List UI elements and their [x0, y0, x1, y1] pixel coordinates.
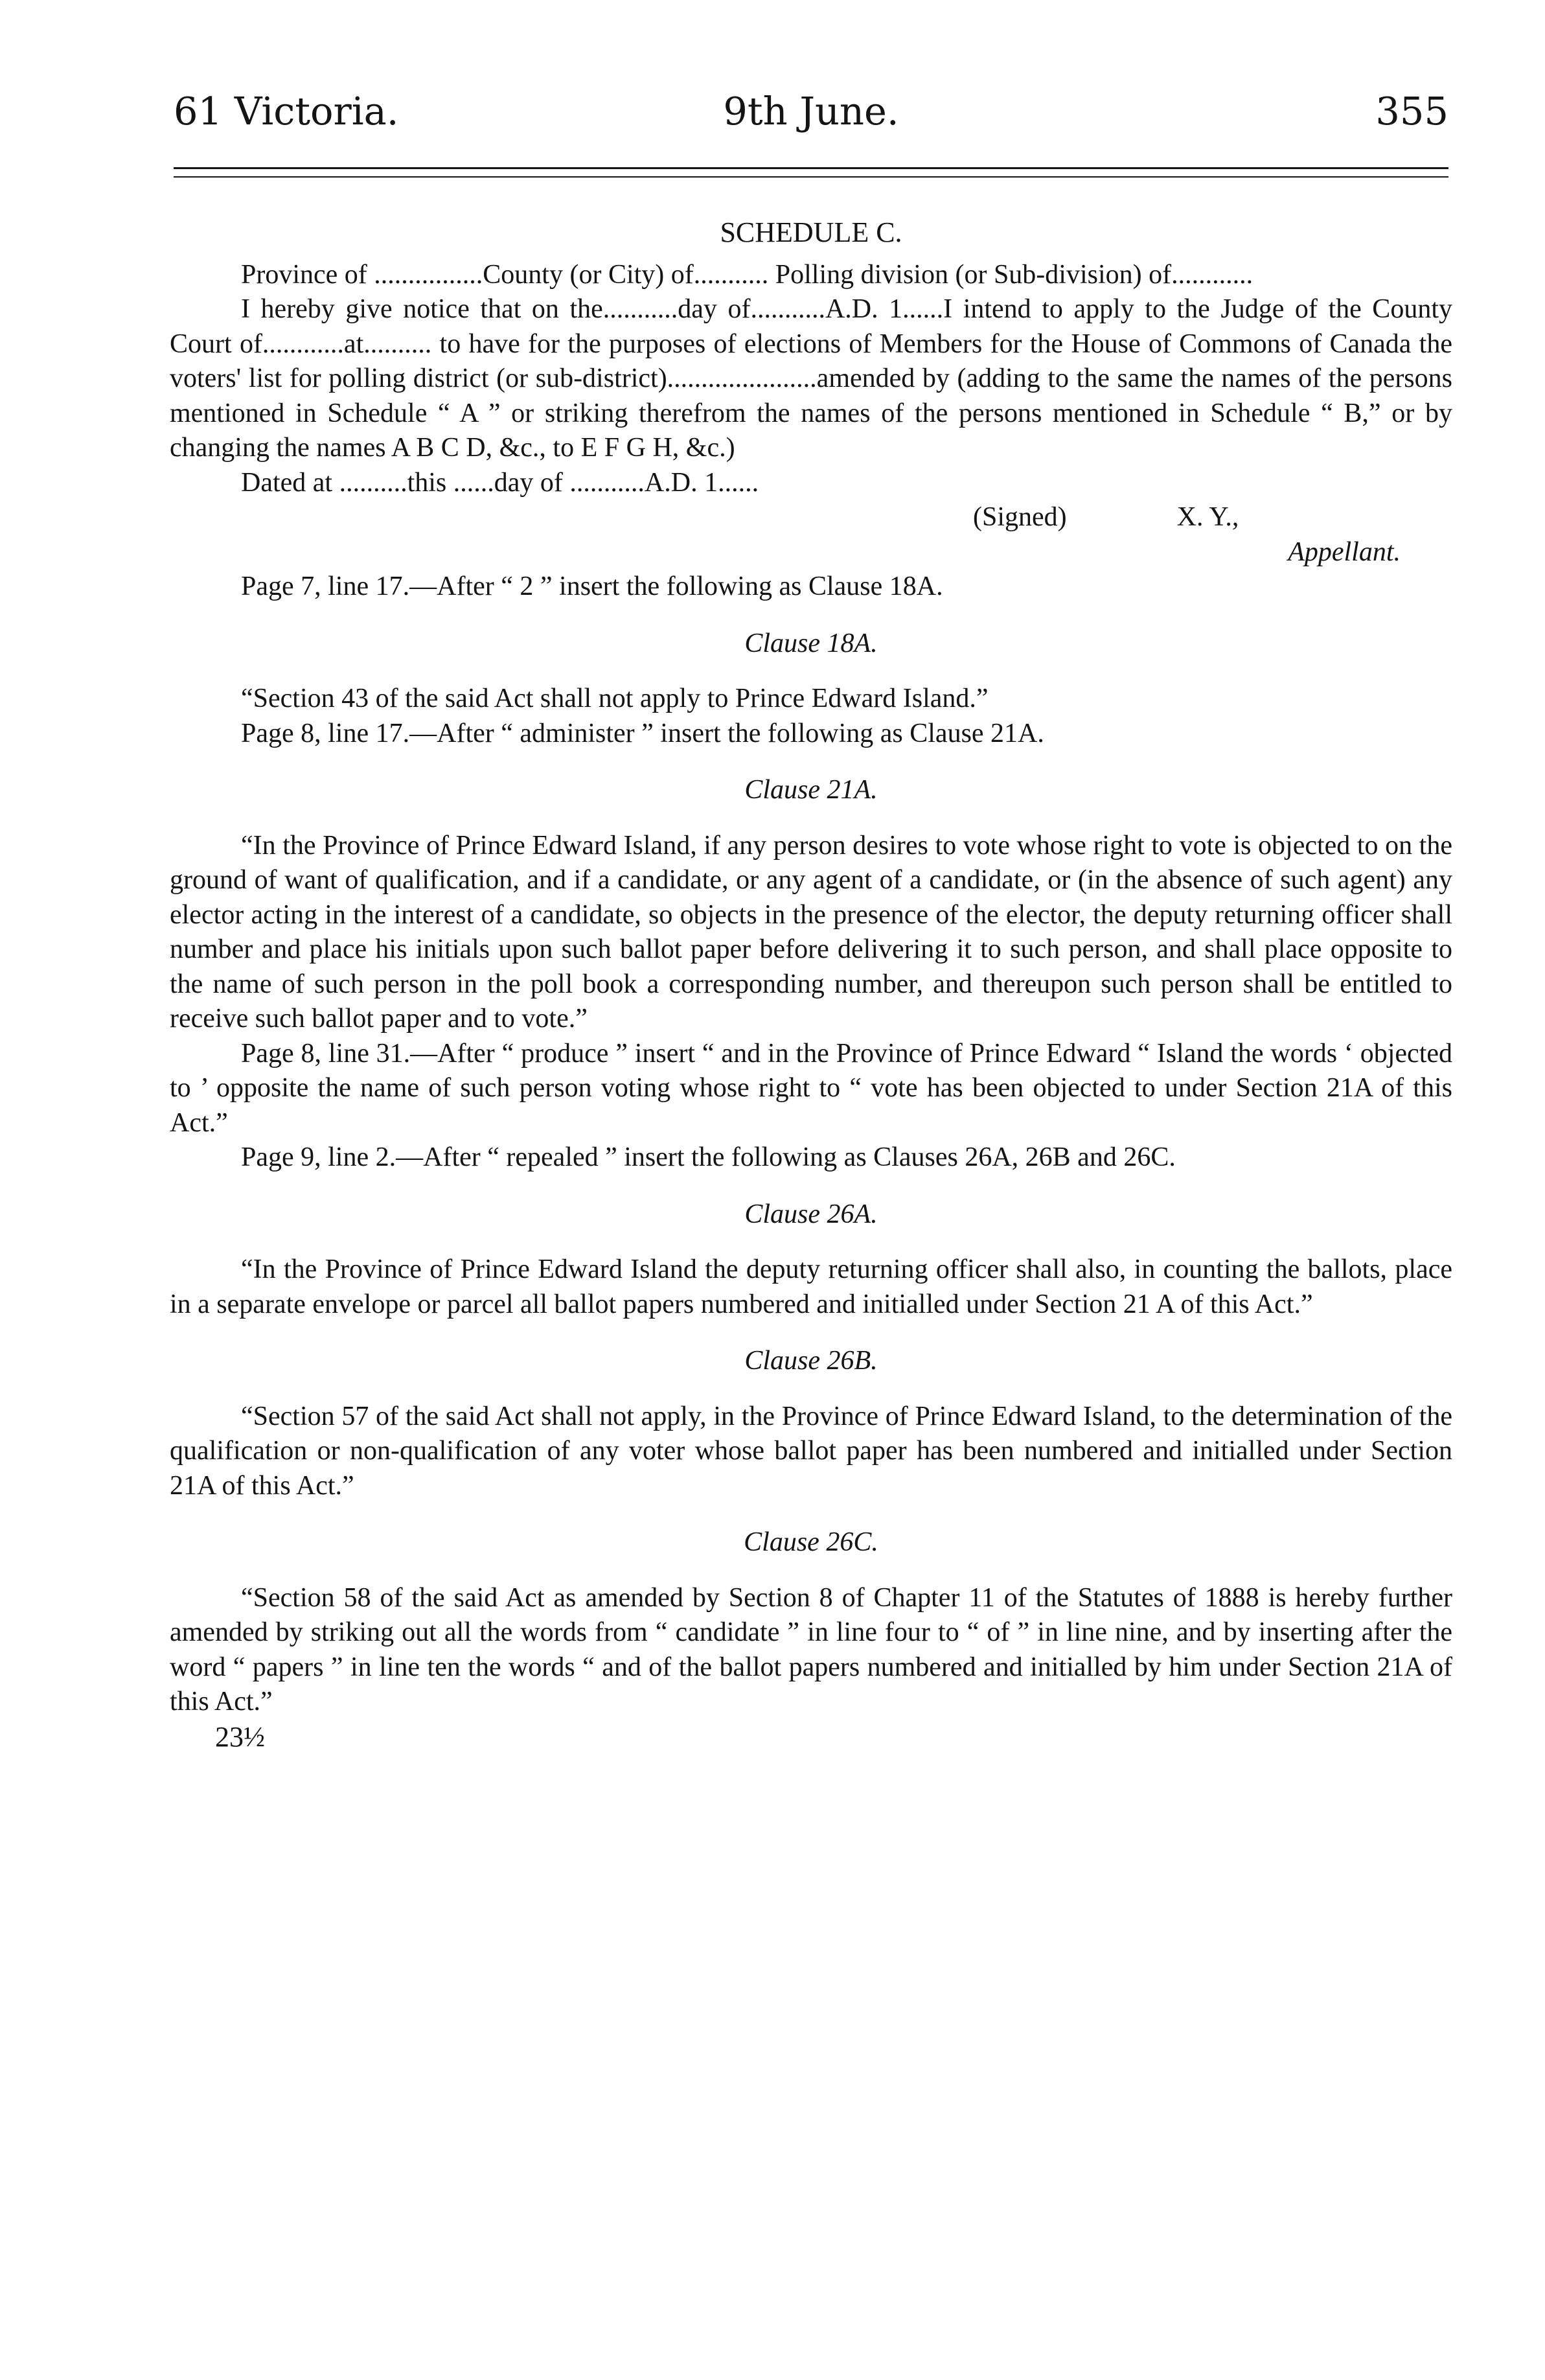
clause-text: “In the Province of Prince Edward Island the deputy returning officer shall also, in counting the ballots, place in a separate envelope or parcel all ballot papers numbered and initialled under Section 21 A of this Act.”: [170, 1254, 1452, 1319]
schedule-dated-line: Dated at ..........this ......day of ...........A.D. 1......: [241, 467, 759, 498]
signed-name: X. Y.,: [1176, 502, 1239, 532]
schedule-title: SCHEDULE C.: [720, 216, 902, 248]
header-regnal-year: 61 Victoria.: [174, 89, 399, 133]
page-body: [170, 209, 1452, 1754]
signed-role: Appellant.: [1288, 537, 1401, 567]
clause-heading: Clause 21A.: [744, 775, 878, 805]
clause-heading: Clause 26B.: [744, 1346, 878, 1376]
header-date: 9th June.: [723, 89, 899, 133]
signed-label: (Signed): [973, 502, 1067, 532]
signature-line: [973, 500, 1452, 535]
clause-text: “Section 58 of the said Act as amended by Section 8 of Chapter 11 of the Statutes of 1888 is hereby further amended by striking out all the words from “ candidate ” in line four to “ of ” in line nine, and by inserting after the word “ papers ” in line ten the words “ and of the ballot papers numbered and initialled by him under Section 21A of this Act.”: [170, 1582, 1452, 1716]
amendment-instruction: Page 7, line 17.—After “ 2 ” insert the following as Clause 18A.: [241, 572, 943, 601]
clause-heading: Clause 26C.: [744, 1527, 878, 1557]
clause-text: “Section 57 of the said Act shall not apply, in the Province of Prince Edward Island, to the determination of the qualification or non-qualification of any voter whose ballot paper has been numbered and initialled under Section 21A of this Act.”: [170, 1401, 1452, 1501]
amendment-instruction: Page 8, line 17.—After “ administer ” insert the following as Clause 21A.: [241, 718, 1044, 748]
schedule-province-line: Province of ................County (or City) of........... Polling division (or Sub-division) of............: [241, 259, 1253, 290]
amendment-instruction: Page 9, line 2.—After “ repealed ” insert the following as Clauses 26A, 26B and 26C.: [241, 1142, 1176, 1172]
schedule-notice-paragraph: I hereby give notice that on the...........day of...........A.D. 1......I intend to apply to the Judge of the County Court of............at.......... to have for the purposes of elections of Members for the House of Commons of Canada the voters' list for polling district (or sub-district)......................amended by (adding to the same the names of the persons mentioned in Schedule “ A ” or striking therefrom the names of the persons mentioned in Schedule “ B,” or by changing the names A B C D, &c., to E F G H, &c.): [170, 294, 1452, 463]
running-header: [174, 86, 1448, 137]
clause-text: “In the Province of Prince Edward Island, if any person desires to vote whose right to vote is objected to on the ground of want of qualification, and if a candidate, or any agent of a candidate, or (in the absence of such agent) any elector acting in the interest of a candidate, so objects in the presence of the elector, the deputy returning officer shall number and place his initials upon such ballot paper before delivering it to such person, and shall place opposite to the name of such person in the poll book a corresponding number, and thereupon such person shall be entitled to receive such ballot paper and to vote.”: [170, 830, 1452, 1034]
amendment-instruction: Page 8, line 31.—After “ produce ” insert “ and in the Province of Prince Edward “ Island the words ‘ objected to ’ opposite the name of such person voting whose right to “ vote has been objected to under Section 21A of this Act.”: [170, 1038, 1452, 1138]
clause-heading: Clause 18A.: [744, 628, 878, 658]
header-rule-bottom: [174, 176, 1448, 178]
clause-heading: Clause 26A.: [744, 1199, 878, 1229]
clause-text: “Section 43 of the said Act shall not apply to Prince Edward Island.”: [241, 684, 989, 713]
folio-mark: 23½: [215, 1720, 265, 1753]
page-number: 355: [1375, 89, 1448, 133]
header-rule-top: [174, 167, 1448, 169]
